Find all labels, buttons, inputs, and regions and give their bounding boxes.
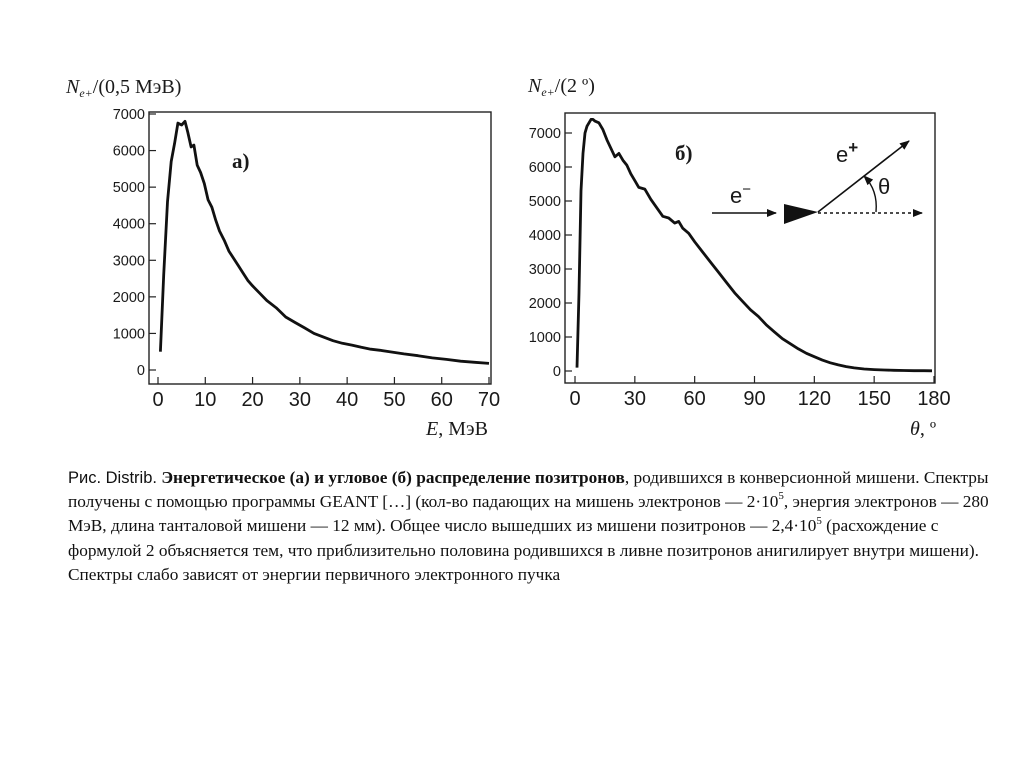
positron-arrow (818, 141, 909, 212)
y-tick-label: 5000 (112, 180, 145, 197)
x-tick-label: 0 (569, 388, 581, 410)
caption-text-1: , родившихся в конверсионной мишени. Спектры получены с помощью программы GEANT […] (кол-во падающих на мишень электронов — 2·10 (68, 468, 989, 512)
caption-title: Энергетическое (а) и угловое (б) распределение позитронов (161, 468, 625, 487)
angle-arc-arrow (864, 176, 876, 212)
x-tick-label: 10 (194, 389, 217, 411)
angle-label: θ (878, 174, 891, 199)
y-tick-label: 2000 (528, 296, 561, 312)
x-tick-label: 70 (477, 389, 501, 411)
y-tick-label: 0 (136, 363, 145, 379)
caption-exponent-2: 5 (816, 514, 822, 527)
x-tick-label: 50 (383, 389, 406, 411)
x-tick-label: 60 (683, 388, 706, 410)
x-tick-label: 0 (152, 389, 164, 411)
x-axis-label-a: E, МэВ (426, 418, 488, 440)
x-tick-label: 60 (430, 389, 453, 411)
panel-label-b: б) (675, 141, 693, 165)
y-tick-label: 4000 (528, 228, 561, 244)
y-tick-label: 7000 (112, 107, 145, 123)
y-tick-label: 1000 (112, 326, 145, 343)
y-tick-label: 7000 (528, 126, 561, 142)
chart-panel-energy (65, 76, 500, 440)
y-tick-label: 1000 (528, 330, 561, 346)
target-shape (784, 204, 818, 224)
x-tick-label: 30 (288, 389, 311, 411)
electron-label: e− (730, 181, 752, 208)
x-tick-label: 180 (917, 388, 951, 410)
caption-text-3: (расхождение с формулой 2 объясняется тем, что приблизительно половина родившихся в ливне позитронов анигилирует внутри мишени). Спектры слабо зависят от энергии первичного электронного пучка (68, 516, 979, 584)
panel-label-a: а) (232, 149, 250, 173)
caption-exponent-1: 5 (778, 490, 784, 503)
chart-panel-angle (527, 75, 951, 440)
y-tick-label: 0 (552, 364, 561, 380)
scattering-diagram (712, 138, 922, 224)
x-ticks-b (569, 376, 950, 410)
caption-figure-label: Рис. Distrib. (68, 469, 157, 487)
positron-label: e+ (836, 138, 859, 167)
series-line-energy (160, 121, 489, 363)
y-tick-label: 3000 (528, 262, 561, 278)
y-tick-label: 3000 (112, 253, 145, 270)
figure-caption (68, 466, 998, 587)
plot-frame-a (149, 112, 491, 384)
y-tick-label: 2000 (112, 289, 145, 306)
x-tick-label: 120 (797, 388, 832, 410)
y-tick-label: 5000 (528, 194, 561, 210)
y-tick-label: 6000 (528, 160, 561, 176)
x-tick-label: 40 (336, 389, 359, 411)
x-axis-label-b: θ, º (910, 418, 937, 440)
x-tick-label: 20 (241, 389, 264, 411)
x-tick-label: 150 (857, 388, 891, 410)
series-line-angle (577, 119, 932, 370)
x-tick-label: 90 (743, 388, 766, 410)
y-axis-label-b: $N_{e+}/(2$ º) (528, 75, 595, 99)
x-ticks-a (152, 377, 500, 411)
y-tick-label: 4000 (112, 216, 145, 233)
y-tick-label: 6000 (112, 143, 145, 160)
x-tick-label: 30 (623, 388, 646, 410)
caption-text-2: , энергия электронов — 280 МэВ, длина танталовой мишени — 12 мм). Общее число вышедших из мишени позитронов — 2,4·10 (68, 492, 989, 536)
y-axis-label-a: $N_{e+}/(0,5$ МэВ) (66, 76, 182, 100)
